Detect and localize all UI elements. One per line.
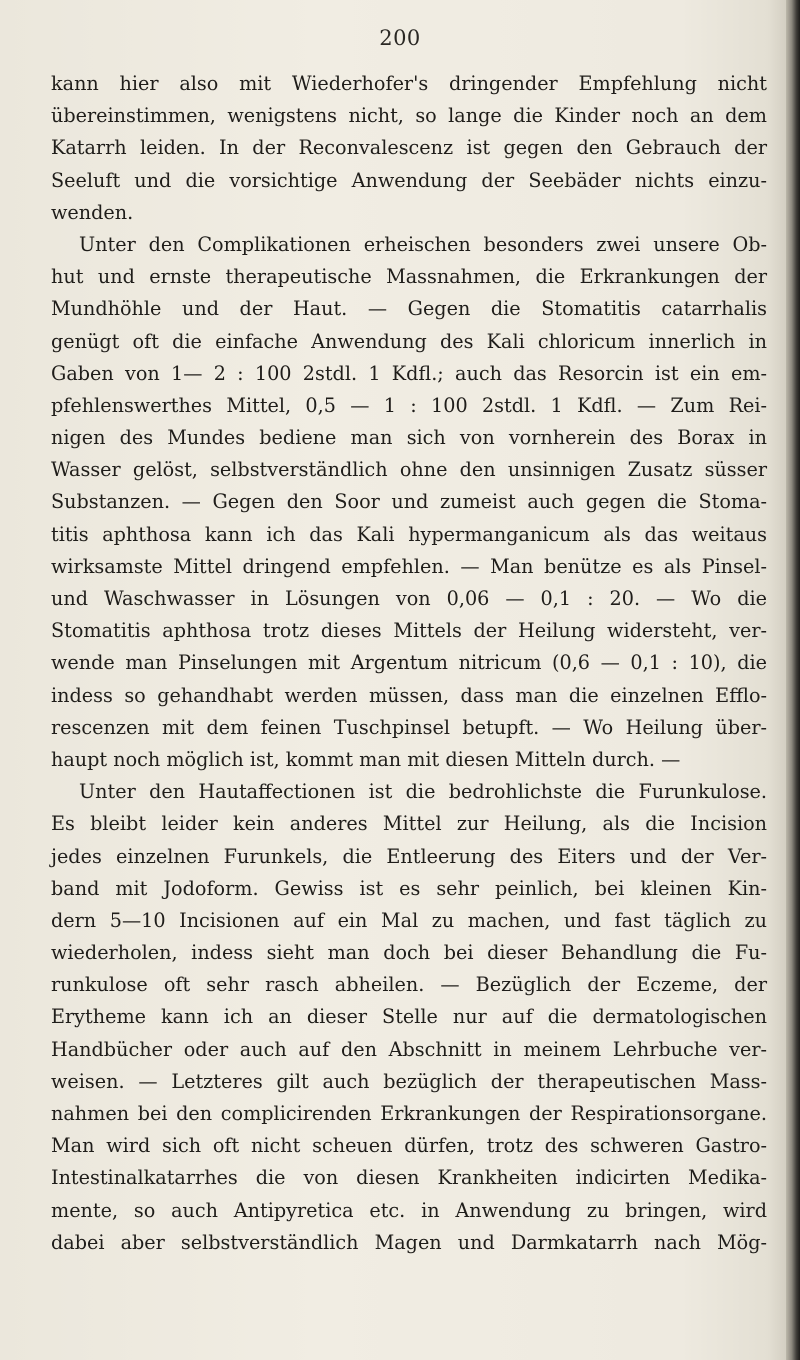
text-line: wiederholen, indess sieht man doch bei dieser Behandlung die Fu- — [51, 941, 767, 965]
body-text — [51, 68, 767, 1259]
text-line: Es bleibt leider kein anderes Mittel zur Heilung, als die Incision — [51, 812, 767, 836]
text-line: dabei aber selbstverständlich Magen und Darmkatarrh nach Mög- — [51, 1230, 767, 1254]
text-line: wende man Pinselungen mit Argentum nitricum (0,6 — 0,1 : 10), die — [51, 651, 767, 675]
text-line: Stomatitis aphthosa trotz dieses Mittels der Heilung widersteht, ver- — [51, 619, 767, 643]
text-line: Handbücher oder auch auf den Abschnitt in meinem Lehrbuche ver- — [51, 1037, 767, 1061]
text-line: und Waschwasser in Lösungen von 0,06 — 0,1 : 20. — Wo die — [51, 587, 767, 610]
text-line: nahmen bei den complicirenden Erkrankungen der Respirationsorgane. — [51, 1102, 767, 1125]
text-line: band mit Jodoform. Gewiss ist es sehr peinlich, bei kleinen Kin- — [51, 876, 767, 900]
text-line: indess so gehandhabt werden müssen, dass man die einzelnen Efflo- — [51, 683, 767, 707]
text-line: weisen. — Letzteres gilt auch bezüglich der therapeutischen Mass- — [51, 1069, 767, 1093]
text-line: Man wird sich oft nicht scheuen dürfen, trotz des schweren Gastro- — [51, 1134, 767, 1158]
text-line: Katarrh leiden. In der Reconvalescenz ist gegen den Gebrauch der — [51, 136, 767, 160]
text-line: nigen des Mundes bediene man sich von vornherein des Borax in — [51, 426, 767, 450]
text-line: übereinstimmen, wenigstens nicht, so lange die Kinder noch an dem — [51, 104, 767, 128]
text-line: Mundhöhle und der Haut. — Gegen die Stomatitis catarrhalis — [51, 297, 767, 321]
text-line: runkulose oft sehr rasch abheilen. — Bezüglich der Eczeme, der — [51, 973, 767, 997]
text-line: jedes einzelnen Furunkels, die Entleerung des Eiters und der Ver- — [51, 844, 767, 868]
text-line: pfehlenswerthes Mittel, 0,5 — 1 : 100 2stdl. 1 Kdfl. — Zum Rei- — [51, 393, 767, 417]
text-line: mente, so auch Antipyretica etc. in Anwendung zu bringen, wird — [51, 1198, 767, 1222]
text-line: Intestinalkatarrhes die von diesen Krankheiten indicirten Medika- — [51, 1166, 767, 1190]
text-line: titis aphthosa kann ich das Kali hypermanganicum als das weitaus — [51, 522, 767, 546]
text-line: kann hier also mit Wiederhofer's dringender Empfehlung nicht — [51, 72, 767, 95]
text-line: haupt noch möglich ist, kommt man mit diesen Mitteln durch. — — [51, 747, 681, 771]
text-line: wenden. — [51, 200, 134, 224]
text-line: Gaben von 1— 2 : 100 2stdl. 1 Kdfl.; auch das Resorcin ist ein em- — [51, 361, 767, 385]
page-number: 200 — [379, 26, 421, 50]
text-line: wirksamste Mittel dringend empfehlen. — Man benütze es als Pinsel- — [51, 554, 767, 578]
text-line: genügt oft die einfache Anwendung des Kali chloricum innerlich in — [51, 329, 767, 353]
text-line: dern 5—10 Incisionen auf ein Mal zu machen, und fast täglich zu — [51, 908, 767, 932]
page-binding-edge — [786, 0, 800, 1360]
text-line: hut und ernste therapeutische Massnahmen, die Erkrankungen der — [51, 265, 767, 289]
text-line: Seeluft und die vorsichtige Anwendung der Seebäder nichts einzu- — [51, 168, 767, 192]
text-line: Unter den Hautaffectionen ist die bedrohlichste die Furunkulose. — [79, 780, 767, 804]
text-line: rescenzen mit dem feinen Tuschpinsel betupft. — Wo Heilung über- — [51, 715, 767, 739]
text-line: Wasser gelöst, selbstverständlich ohne den unsinnigen Zusatz süsser — [51, 458, 767, 482]
text-line: Unter den Complikationen erheischen besonders zwei unsere Ob- — [79, 232, 767, 256]
text-line: Substanzen. — Gegen den Soor und zumeist auch gegen die Stoma- — [51, 490, 767, 514]
text-line: Erytheme kann ich an dieser Stelle nur auf die dermatologischen — [51, 1005, 767, 1029]
